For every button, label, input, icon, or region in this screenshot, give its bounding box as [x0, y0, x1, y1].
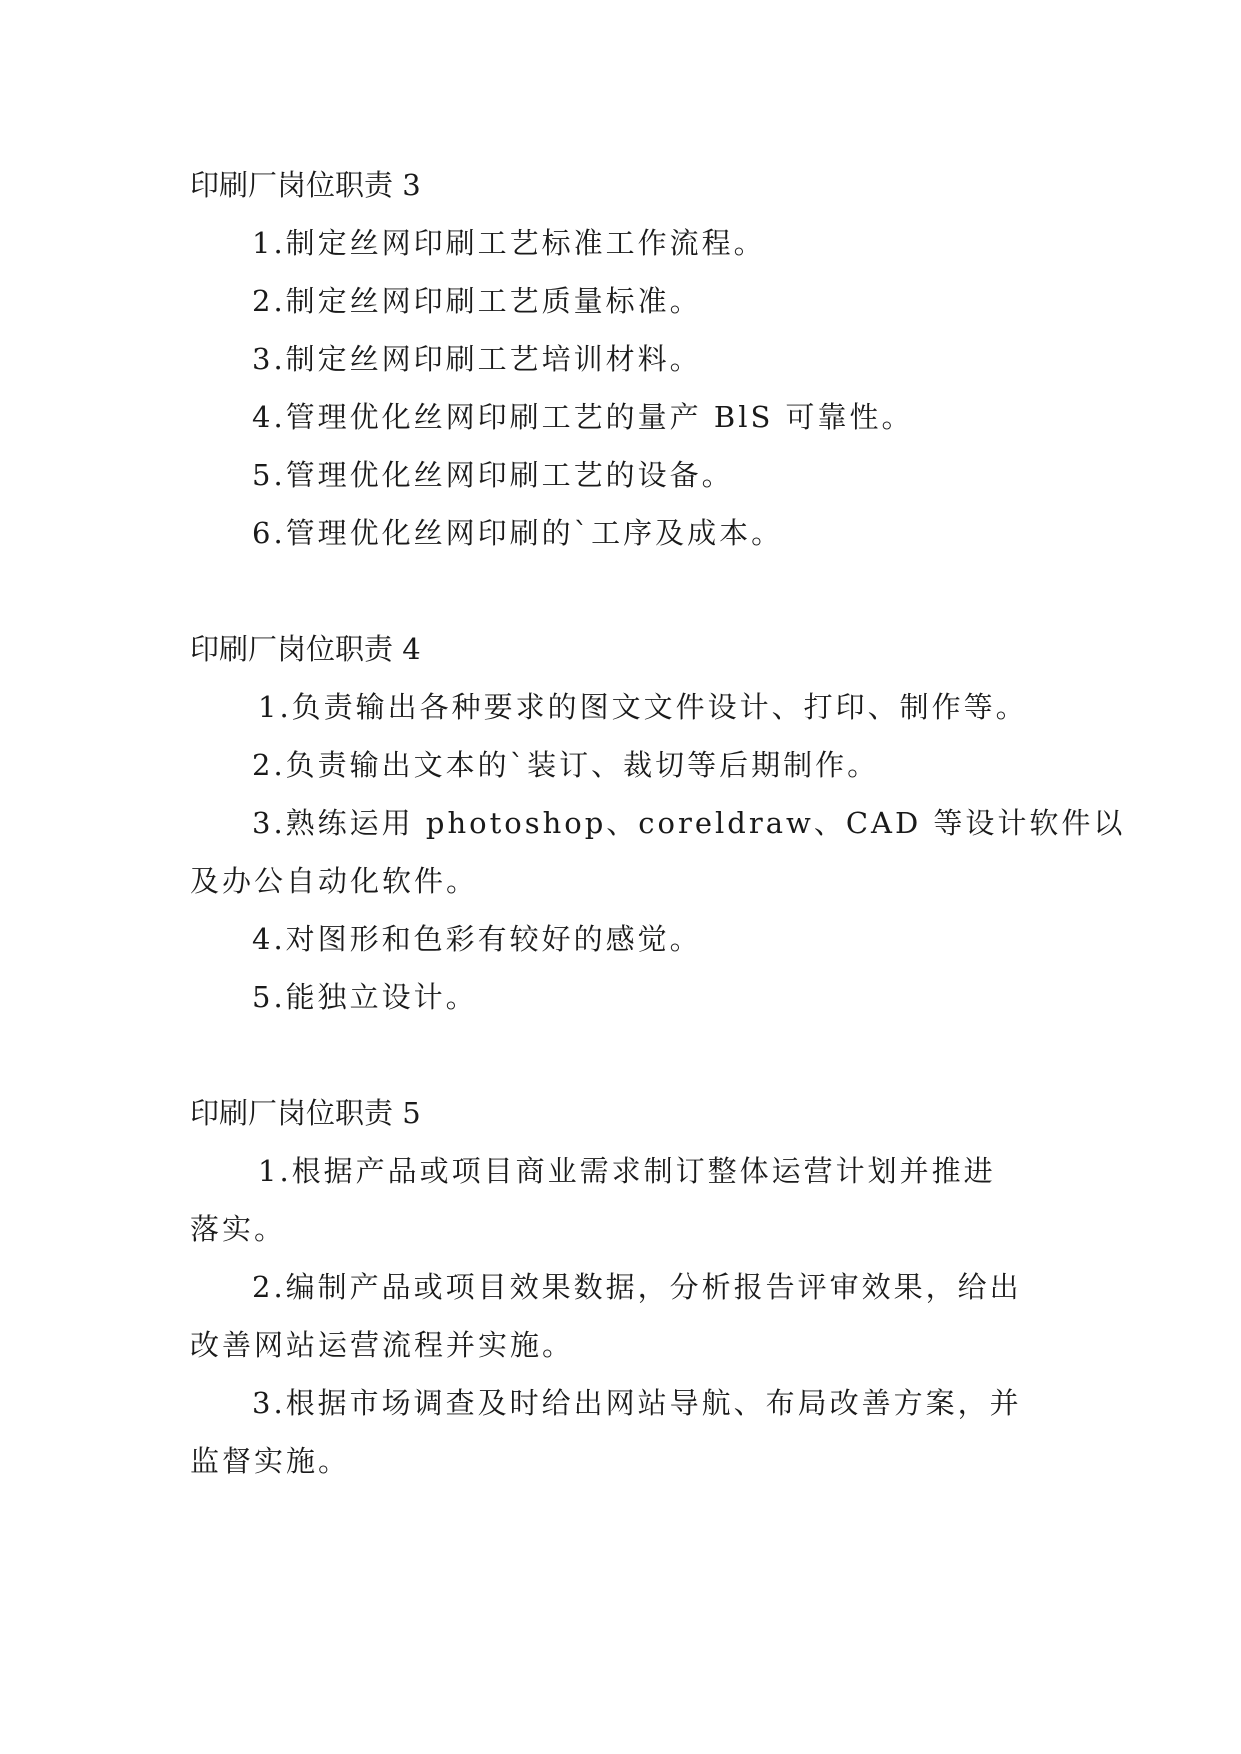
list-item: 3.熟练运用 photoshop、coreldraw、CAD 等设计软件以	[252, 806, 1126, 840]
list-item-continuation: 监督实施。	[190, 1444, 351, 1478]
list-item: 3.制定丝网印刷工艺培训材料。	[252, 342, 702, 376]
list-item: 2.负责输出文本的`装订、裁切等后期制作。	[252, 748, 880, 782]
list-item: 5.能独立设计。	[252, 980, 478, 1014]
list-item: 1.负责输出各种要求的图文文件设计、打印、制作等。	[258, 690, 1028, 724]
section-heading: 印刷厂岗位职责 4	[190, 632, 421, 666]
list-item-continuation: 改善网站运营流程并实施。	[190, 1328, 575, 1362]
list-item: 5.管理优化丝网印刷工艺的设备。	[252, 458, 734, 492]
list-item: 4.对图形和色彩有较好的感觉。	[252, 922, 702, 956]
list-item: 1.根据产品或项目商业需求制订整体运营计划并推进	[258, 1154, 996, 1188]
section-heading: 印刷厂岗位职责 5	[190, 1096, 421, 1130]
list-item: 3.根据市场调查及时给出网站导航、布局改善方案，并	[252, 1386, 1022, 1420]
list-item: 2.制定丝网印刷工艺质量标准。	[252, 284, 702, 318]
list-item: 1.制定丝网印刷工艺标准工作流程。	[252, 226, 766, 260]
section-heading: 印刷厂岗位职责 3	[190, 168, 421, 202]
list-item: 6.管理优化丝网印刷的`工序及成本。	[252, 516, 784, 550]
section-duties-3	[190, 156, 1050, 562]
list-item: 2.编制产品或项目效果数据，分析报告评审效果，给出	[252, 1270, 1022, 1304]
list-item-continuation: 落实。	[190, 1212, 287, 1246]
section-duties-5	[190, 1084, 1050, 1490]
list-item-continuation: 及办公自动化软件。	[190, 864, 479, 898]
list-item: 4.管理优化丝网印刷工艺的量产 BlS 可靠性。	[252, 400, 914, 434]
section-duties-4	[190, 620, 1126, 1026]
